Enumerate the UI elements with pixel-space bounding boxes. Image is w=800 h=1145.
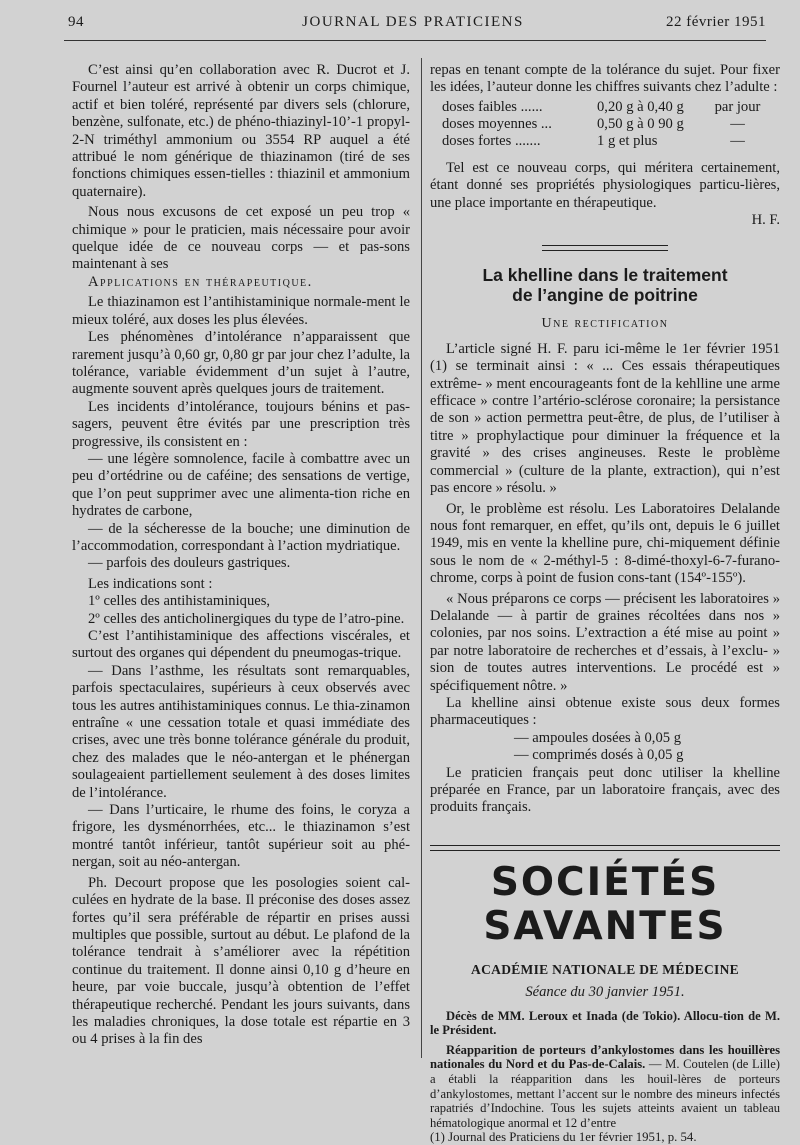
paragraph: Le praticien français peut donc utiliser la khelline préparée en France, par un laboratoire français, avec des produits français. [430,764,780,816]
header-rule [64,40,766,41]
article-title-line: de l’angine de poitrine [512,285,698,306]
dose-amount: 0,50 g à 0 90 g [597,115,684,132]
paragraph: L’article signé H. F. paru ici-même le 1er février 1951 (1) se terminait ainsi : « ... Ces essais thérapeutiques extrême- » ment encourageants font de la kehlline une arme efficace » contre l’artério-sclérose coronaire; la persistance de son » action permettra peut-être, de plus, de l’utiliser à titre » prophylactique pour diminuer la fréquence et la gravité » des crises angineuses. Reste le problème commercial » (culture de la plante, extraction), qui n’est pas encore » résolu. » [430,340,780,497]
paragraph: Les phénomènes d’intolérance n’apparaissent que rarement jusqu’à 0,60 gr, 0,80 gr par jour chez l’adulte, la tolérance, variable évidemment d’un sujet à l’autre, augmente souvent après quelques jours de traitement. [72,329,410,398]
paragraph: Nous nous excusons de cet exposé un peu trop « chimique » pour le praticien, mais nécessaire pour avoir quelque idée de ce nouveau corps — et pas-sons maintenant à ses [72,204,410,273]
paragraph: La khelline ainsi obtenue existe sous deux formes pharmaceutiques : [430,694,780,729]
dose-amount: 0,20 g à 0,40 g [597,98,684,115]
dose-label: doses moyennes ... [442,115,552,132]
page-number: 94 [68,14,84,30]
news-item-title: Réapparition de porteurs d’ankylostomes dans les houillères nationales du Nord et du Pas-de-Calais. [430,1042,780,1072]
page-header [60,14,766,38]
paragraph: — de la sécheresse de la bouche; une diminution de l’accommodation, correspondant à l’action mydriatique. [72,520,410,554]
paragraph: — parfois des douleurs gastriques. [88,555,291,572]
dose-label: doses fortes ....... [442,132,541,149]
table-row [430,99,780,116]
academy-heading: ACADÉMIE NATIONALE DE MÉDECINE [471,961,739,977]
session-date-text: Séance du 30 janvier 1951. [525,984,685,1001]
paragraph: Les incidents d’intolérance, toujours bénins et pas-sagers, peuvent être évités par une prescription très progressive, ils consistent en : [72,398,410,450]
paragraph: — Dans l’urticaire, le rhume des foins, le coryza a frigore, les dysménorrhées, etc... le thiazinamon s’est montré tantôt inférieur, tantôt supérieur soit au phé-nergan, soit au néo-antergan. [72,802,410,871]
dose-frequency: — [730,132,745,149]
news-item-body: — M. Coutelen (de Lille) a établi la réapparition dans les houil-lères de porteurs d’ankylostomes, mettant l’accent sur le nombre des mineurs infectés rapatriés d’Indochine. Tous les sujets atteints avaient un tableau hématologique anormal et 12 d’entre [430,1057,780,1130]
section-title: Applications en thérapeutique. [88,273,313,290]
indications-intro: Les indications sont : [88,575,213,592]
list-item: 2º celles des anticholinergiques du type de l’atro-pine. [88,610,405,627]
dose-label: doses faibles ...... [442,98,543,115]
signature: H. F. [751,212,780,229]
paragraph: Ph. Decourt propose que les posologies soient cal-culées en hydrate de la base. Il préconise des doses assez fortes qu’il sera préférable de répartir en prises aussi multiples que possible, surtout au début. Le plafond de la tolérance tendrait à s’améliorer avec la répétition continue du traitement. Il donne ainsi 0,10 g d’heure en heure, par voie buccale, jusqu’à obtention de l’effet thérapeutique recherché. Pendant les jours suivants, dans les maladies chroniques, la dose totale est répartie en 3 ou 4 prises à la fin des [72,874,410,1048]
footnote: (1) Journal des Praticiens du 1er février 1951, p. 54. [430,1130,697,1145]
paragraph: Tel est ce nouveau corps, qui méritera certainement, étant donné ses propriétés physiologiques particu-lières, une place importante en thérapeutique. [430,159,780,211]
paragraph: C’est l’antihistaminique des affections viscérales, et surtout des organes qui dépendent du pneumogas-trique. [72,628,410,662]
list-item: — ampoules dosées à 0,05 g [514,729,681,746]
news-item [430,1043,780,1131]
paragraph: Le thiazinamon est l’antihistaminique normale-ment le mieux toléré, aux doses les plus élevées. [72,294,410,328]
issue-date: 22 février 1951 [666,14,766,30]
paragraph: Or, le problème est résolu. Les Laboratoires Delalande nous font remarquer, en effet, qu’ils ont, depuis le 6 juillet 1949, mis en vente la khelline pure, chi-miquement définie sous le nom de « 2-méthyl-5 : 8-dimé-thoxyl-6-7-furano-chrome, corps à point de fusion cons-tant (154º-155º). [430,500,780,587]
column-divider [421,58,422,1058]
list-item: 1º celles des antihistaminiques, [88,593,271,610]
section-banner: SOCIÉTÉS SAVANTES [483,859,727,949]
dose-frequency: — [730,115,745,132]
paragraph: repas en tenant compte de la tolérance du sujet. Pour fixer les idées, l’auteur donne les chiffres suivants chez l’adulte : [430,62,780,96]
paragraph: « Nous préparons ce corps — précisent les laboratoires » Delalande — à partir de graines récoltées dans nos » colonies, par nos soins. L’extraction a été mise au point » par notre laboratoire de recherches et d’essais, à l’exclu- » sion de toutes autres interventions. Le procédé est » spécifiquement nôtre. » [430,590,780,694]
table-row [430,133,780,150]
left-column [72,62,410,1049]
article-subtitle: Une rectification [541,316,669,332]
paragraph: — Dans l’asthme, les résultats sont remarquables, parfois spectaculaires, supérieurs à ceux observés avec tous les autres antihistaminiques connus. Le thia-zinamon entraîne « une cessation totale et quasi immédiate des crises, avec une très bonne tolérance générale du produit, chez des malades que le néo-antergan et le phénergan soulageaient partiellement seulement à des doses limites de l’intolérance. [72,662,410,801]
article-title [430,265,780,305]
paragraph: — une légère somnolence, facile à combattre avec un peu d’ortédrine ou de caféine; des sensations de vertige, que l’on peut supprimer avec une alimenta-tion riche en hydrates de carbone, [72,450,410,520]
list-item: — comprimés dosés à 0,05 g [514,747,684,764]
news-item: Décès de MM. Leroux et Inada (de Tokio). Allocu-tion de M. le Président. [430,1008,780,1038]
section-divider [542,245,668,251]
session-date [430,984,780,1001]
dosage-table [430,99,780,150]
section-divider [430,845,780,851]
article-title-line: La khelline dans le traitement [482,265,728,286]
table-row [430,116,780,133]
paragraph: C’est ainsi qu’en collaboration avec R. Ducrot et J. Fournel l’auteur est arrivé à obtenir un corps chimique, actif et bien toléré, représenté par divers sels (chlorure, benzène, sulfonate, etc.) de phéno-thiazinyl-10’-1 propyl-2-N triméthyl ammonium ou 3554 RP auquel a été attribué le nom générique de thiazinamon (tiré de ses fonctions chimiques essen-tielles : thiazinil et ammonium quaternaire). [72,62,410,200]
journal-title: JOURNAL DES PRATICIENS [302,14,524,30]
dose-amount: 1 g et plus [597,132,658,149]
right-column [430,62,780,1145]
dose-frequency: par jour [714,98,761,115]
